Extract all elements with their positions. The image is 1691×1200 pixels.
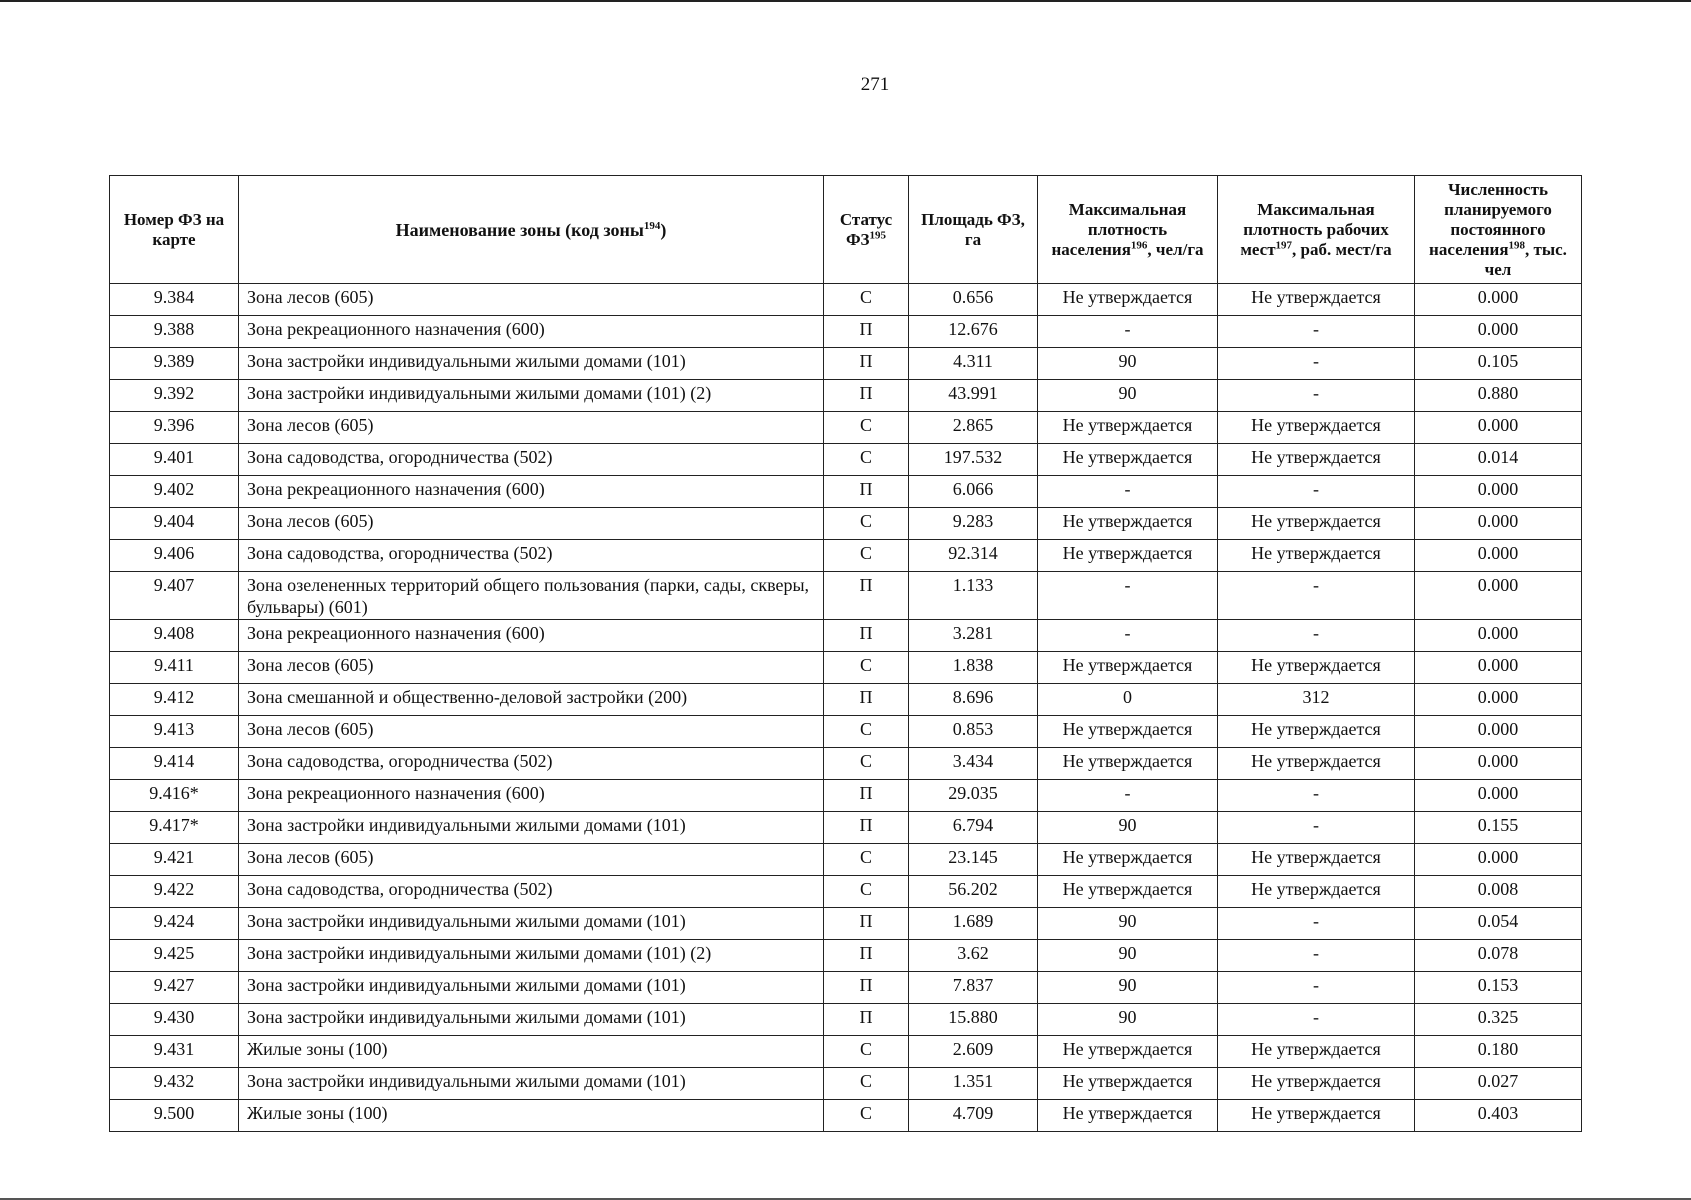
cell-population: 0.180 [1415, 1036, 1582, 1068]
cell-zone-number: 9.411 [110, 652, 239, 684]
table-row [110, 652, 1582, 684]
cell-zone-name: Зона застройки индивидуальными жилыми домами (101) (2) [239, 940, 824, 972]
cell-max-density-jobs: Не утверждается [1218, 412, 1415, 444]
cell-population: 0.014 [1415, 444, 1582, 476]
cell-zone-number: 9.422 [110, 876, 239, 908]
cell-max-density-jobs: - [1218, 940, 1415, 972]
cell-status: П [824, 972, 909, 1004]
table-row [110, 684, 1582, 716]
cell-max-density-population: - [1038, 316, 1218, 348]
cell-status: С [824, 716, 909, 748]
cell-max-density-jobs: Не утверждается [1218, 1068, 1415, 1100]
cell-population: 0.000 [1415, 620, 1582, 652]
header-name: Наименование зоны (код зоны$^{194}$) [239, 176, 824, 284]
cell-zone-number: 9.416* [110, 780, 239, 812]
cell-zone-number: 9.407 [110, 572, 239, 620]
header-status: Статус ФЗ$^{195}$ [824, 176, 909, 284]
cell-max-density-population: Не утверждается [1038, 1100, 1218, 1132]
cell-max-density-population: Не утверждается [1038, 444, 1218, 476]
cell-zone-number: 9.417* [110, 812, 239, 844]
cell-max-density-population: Не утверждается [1038, 876, 1218, 908]
cell-status: П [824, 812, 909, 844]
cell-max-density-population: 90 [1038, 940, 1218, 972]
cell-zone-name: Зона лесов (605) [239, 844, 824, 876]
cell-population: 0.000 [1415, 780, 1582, 812]
table-row [110, 1100, 1582, 1132]
cell-max-density-population: Не утверждается [1038, 652, 1218, 684]
cell-max-density-population: Не утверждается [1038, 748, 1218, 780]
cell-max-density-jobs: 312 [1218, 684, 1415, 716]
cell-status: П [824, 780, 909, 812]
cell-population: 0.000 [1415, 284, 1582, 316]
cell-zone-name: Жилые зоны (100) [239, 1036, 824, 1068]
cell-zone-number: 9.384 [110, 284, 239, 316]
cell-status: П [824, 316, 909, 348]
header-population: Численность планируемого постоянного населения$^{198}$, тыс. чел [1415, 176, 1582, 284]
cell-area: 6.066 [909, 476, 1038, 508]
header-max-density-population: Максимальная плотность населения$^{196}$, чел/га [1038, 176, 1218, 284]
cell-max-density-population: 90 [1038, 1004, 1218, 1036]
cell-population: 0.880 [1415, 380, 1582, 412]
cell-zone-name: Зона садоводства, огородничества (502) [239, 540, 824, 572]
cell-status: С [824, 508, 909, 540]
cell-population: 0.000 [1415, 844, 1582, 876]
cell-population: 0.105 [1415, 348, 1582, 380]
cell-max-density-population: 0 [1038, 684, 1218, 716]
cell-zone-name: Зона озелененных территорий общего пользования (парки, сады, скверы, бульвары) (601) [239, 572, 824, 620]
table-row [110, 444, 1582, 476]
cell-max-density-population: Не утверждается [1038, 1036, 1218, 1068]
cell-zone-number: 9.432 [110, 1068, 239, 1100]
cell-status: П [824, 684, 909, 716]
cell-max-density-jobs: - [1218, 812, 1415, 844]
cell-max-density-population: Не утверждается [1038, 540, 1218, 572]
table-row [110, 812, 1582, 844]
cell-max-density-population: 90 [1038, 908, 1218, 940]
table-row [110, 284, 1582, 316]
cell-zone-number: 9.388 [110, 316, 239, 348]
cell-area: 0.853 [909, 716, 1038, 748]
cell-zone-number: 9.396 [110, 412, 239, 444]
cell-max-density-jobs: - [1218, 380, 1415, 412]
cell-max-density-jobs: - [1218, 780, 1415, 812]
cell-zone-number: 9.421 [110, 844, 239, 876]
cell-population: 0.403 [1415, 1100, 1582, 1132]
cell-zone-number: 9.392 [110, 380, 239, 412]
cell-population: 0.325 [1415, 1004, 1582, 1036]
cell-status: П [824, 348, 909, 380]
table-row [110, 572, 1582, 620]
table-row [110, 716, 1582, 748]
cell-zone-number: 9.408 [110, 620, 239, 652]
cell-zone-name: Зона рекреационного назначения (600) [239, 780, 824, 812]
table-row [110, 476, 1582, 508]
cell-status: С [824, 844, 909, 876]
cell-zone-name: Зона лесов (605) [239, 284, 824, 316]
cell-max-density-population: Не утверждается [1038, 284, 1218, 316]
cell-zone-name: Зона садоводства, огородничества (502) [239, 444, 824, 476]
cell-population: 0.153 [1415, 972, 1582, 1004]
cell-status: С [824, 1068, 909, 1100]
cell-area: 4.709 [909, 1100, 1038, 1132]
cell-zone-name: Зона застройки индивидуальными жилыми домами (101) [239, 348, 824, 380]
cell-status: П [824, 1004, 909, 1036]
cell-zone-name: Зона рекреационного назначения (600) [239, 476, 824, 508]
zones-table [109, 175, 1582, 1132]
cell-zone-name: Зона застройки индивидуальными жилыми домами (101) [239, 972, 824, 1004]
cell-status: П [824, 380, 909, 412]
cell-population: 0.008 [1415, 876, 1582, 908]
cell-zone-number: 9.413 [110, 716, 239, 748]
cell-status: С [824, 652, 909, 684]
cell-zone-name: Зона лесов (605) [239, 508, 824, 540]
table-row [110, 940, 1582, 972]
table-row [110, 780, 1582, 812]
table-row [110, 844, 1582, 876]
cell-status: С [824, 284, 909, 316]
cell-zone-number: 9.427 [110, 972, 239, 1004]
cell-max-density-jobs: - [1218, 972, 1415, 1004]
cell-area: 56.202 [909, 876, 1038, 908]
cell-area: 197.532 [909, 444, 1038, 476]
cell-status: С [824, 876, 909, 908]
cell-area: 92.314 [909, 540, 1038, 572]
cell-zone-name: Зона садоводства, огородничества (502) [239, 876, 824, 908]
cell-zone-number: 9.425 [110, 940, 239, 972]
table-row [110, 348, 1582, 380]
cell-max-density-jobs: Не утверждается [1218, 748, 1415, 780]
cell-max-density-population: - [1038, 572, 1218, 620]
cell-zone-number: 9.431 [110, 1036, 239, 1068]
cell-max-density-jobs: - [1218, 476, 1415, 508]
cell-max-density-population: Не утверждается [1038, 716, 1218, 748]
cell-population: 0.000 [1415, 316, 1582, 348]
header-max-density-jobs: Максимальная плотность рабочих мест$^{197}$, раб. мест/га [1218, 176, 1415, 284]
cell-population: 0.078 [1415, 940, 1582, 972]
cell-zone-number: 9.412 [110, 684, 239, 716]
cell-population: 0.000 [1415, 652, 1582, 684]
cell-zone-name: Зона рекреационного назначения (600) [239, 620, 824, 652]
cell-max-density-population: 90 [1038, 972, 1218, 1004]
cell-area: 2.609 [909, 1036, 1038, 1068]
cell-status: С [824, 1036, 909, 1068]
cell-max-density-jobs: Не утверждается [1218, 1036, 1415, 1068]
table-row [110, 876, 1582, 908]
cell-population: 0.000 [1415, 476, 1582, 508]
table-row [110, 412, 1582, 444]
cell-max-density-jobs: Не утверждается [1218, 1100, 1415, 1132]
cell-area: 9.283 [909, 508, 1038, 540]
cell-zone-number: 9.401 [110, 444, 239, 476]
cell-max-density-jobs: - [1218, 572, 1415, 620]
cell-area: 3.281 [909, 620, 1038, 652]
table-row [110, 972, 1582, 1004]
table-row [110, 1068, 1582, 1100]
cell-max-density-jobs: Не утверждается [1218, 652, 1415, 684]
cell-max-density-population: 90 [1038, 380, 1218, 412]
cell-status: С [824, 444, 909, 476]
cell-area: 7.837 [909, 972, 1038, 1004]
cell-zone-name: Зона лесов (605) [239, 412, 824, 444]
cell-max-density-jobs: Не утверждается [1218, 508, 1415, 540]
cell-zone-number: 9.424 [110, 908, 239, 940]
header-area: Площадь ФЗ, га [909, 176, 1038, 284]
cell-zone-number: 9.406 [110, 540, 239, 572]
cell-zone-name: Зона садоводства, огородничества (502) [239, 748, 824, 780]
table-row [110, 620, 1582, 652]
page-number: 271 [860, 74, 890, 95]
cell-zone-name: Зона застройки индивидуальными жилыми домами (101) [239, 908, 824, 940]
cell-area: 3.62 [909, 940, 1038, 972]
cell-max-density-population: Не утверждается [1038, 412, 1218, 444]
cell-area: 1.689 [909, 908, 1038, 940]
cell-max-density-population: - [1038, 780, 1218, 812]
cell-max-density-population: - [1038, 476, 1218, 508]
cell-max-density-jobs: - [1218, 1004, 1415, 1036]
cell-zone-number: 9.402 [110, 476, 239, 508]
cell-max-density-jobs: Не утверждается [1218, 716, 1415, 748]
cell-zone-name: Зона застройки индивидуальными жилыми домами (101) [239, 1068, 824, 1100]
cell-area: 1.133 [909, 572, 1038, 620]
cell-area: 3.434 [909, 748, 1038, 780]
cell-area: 1.351 [909, 1068, 1038, 1100]
table-body [110, 284, 1582, 1132]
cell-zone-name: Зона застройки индивидуальными жилыми домами (101) (2) [239, 380, 824, 412]
table-header-row [110, 176, 1582, 284]
cell-zone-name: Зона застройки индивидуальными жилыми домами (101) [239, 812, 824, 844]
cell-zone-name: Зона лесов (605) [239, 652, 824, 684]
cell-area: 1.838 [909, 652, 1038, 684]
cell-status: С [824, 540, 909, 572]
header-number: Номер ФЗ на карте [110, 176, 239, 284]
top-border-line [0, 0, 1691, 2]
cell-status: С [824, 1100, 909, 1132]
cell-zone-number: 9.500 [110, 1100, 239, 1132]
cell-max-density-population: Не утверждается [1038, 508, 1218, 540]
cell-area: 6.794 [909, 812, 1038, 844]
table-row [110, 1036, 1582, 1068]
cell-max-density-jobs: Не утверждается [1218, 876, 1415, 908]
cell-max-density-jobs: - [1218, 316, 1415, 348]
cell-population: 0.000 [1415, 508, 1582, 540]
cell-area: 29.035 [909, 780, 1038, 812]
cell-status: П [824, 908, 909, 940]
cell-population: 0.027 [1415, 1068, 1582, 1100]
cell-area: 0.656 [909, 284, 1038, 316]
cell-zone-number: 9.430 [110, 1004, 239, 1036]
cell-population: 0.000 [1415, 716, 1582, 748]
cell-max-density-jobs: Не утверждается [1218, 444, 1415, 476]
table-row [110, 316, 1582, 348]
cell-max-density-jobs: - [1218, 348, 1415, 380]
cell-population: 0.000 [1415, 572, 1582, 620]
cell-population: 0.054 [1415, 908, 1582, 940]
cell-population: 0.000 [1415, 412, 1582, 444]
cell-max-density-population: 90 [1038, 348, 1218, 380]
cell-max-density-population: - [1038, 620, 1218, 652]
cell-population: 0.000 [1415, 540, 1582, 572]
cell-area: 2.865 [909, 412, 1038, 444]
cell-zone-number: 9.414 [110, 748, 239, 780]
cell-max-density-jobs: - [1218, 908, 1415, 940]
table-row [110, 748, 1582, 780]
cell-status: С [824, 748, 909, 780]
cell-max-density-jobs: Не утверждается [1218, 844, 1415, 876]
cell-max-density-population: 90 [1038, 812, 1218, 844]
cell-zone-number: 9.404 [110, 508, 239, 540]
cell-area: 12.676 [909, 316, 1038, 348]
cell-zone-number: 9.389 [110, 348, 239, 380]
cell-max-density-jobs: Не утверждается [1218, 284, 1415, 316]
cell-max-density-population: Не утверждается [1038, 1068, 1218, 1100]
cell-status: П [824, 620, 909, 652]
cell-area: 43.991 [909, 380, 1038, 412]
cell-status: П [824, 572, 909, 620]
table-row [110, 380, 1582, 412]
cell-max-density-population: Не утверждается [1038, 844, 1218, 876]
cell-zone-name: Зона лесов (605) [239, 716, 824, 748]
cell-zone-name: Зона смешанной и общественно-деловой застройки (200) [239, 684, 824, 716]
cell-max-density-jobs: - [1218, 620, 1415, 652]
table-row [110, 1004, 1582, 1036]
cell-area: 8.696 [909, 684, 1038, 716]
table-row [110, 540, 1582, 572]
cell-population: 0.155 [1415, 812, 1582, 844]
table-row [110, 508, 1582, 540]
cell-population: 0.000 [1415, 684, 1582, 716]
cell-zone-name: Зона застройки индивидуальными жилыми домами (101) [239, 1004, 824, 1036]
cell-max-density-jobs: Не утверждается [1218, 540, 1415, 572]
cell-area: 23.145 [909, 844, 1038, 876]
cell-status: П [824, 476, 909, 508]
cell-zone-name: Жилые зоны (100) [239, 1100, 824, 1132]
cell-zone-name: Зона рекреационного назначения (600) [239, 316, 824, 348]
cell-status: С [824, 412, 909, 444]
cell-population: 0.000 [1415, 748, 1582, 780]
cell-area: 4.311 [909, 348, 1038, 380]
cell-area: 15.880 [909, 1004, 1038, 1036]
cell-status: П [824, 940, 909, 972]
table-row [110, 908, 1582, 940]
